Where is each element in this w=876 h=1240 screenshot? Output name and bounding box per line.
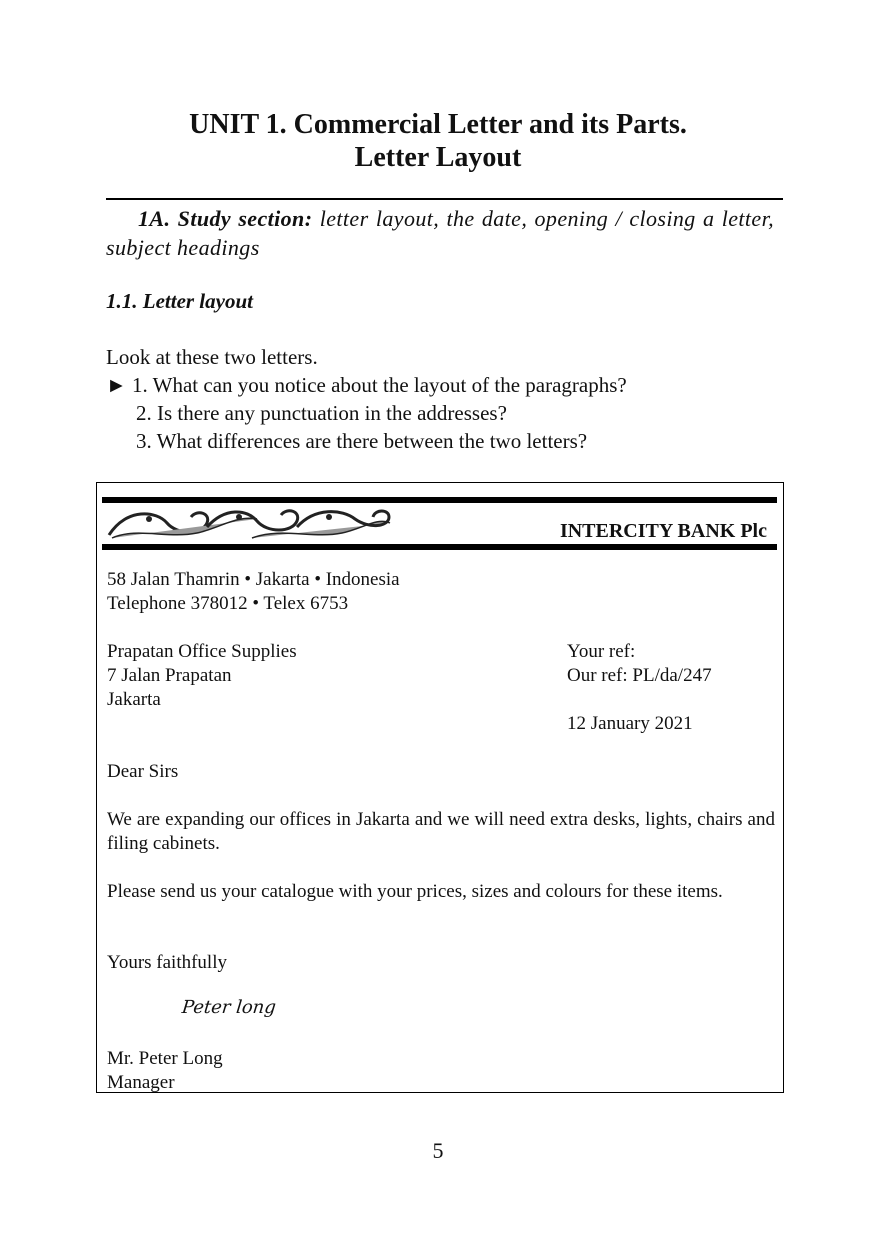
letter-date: 12 January 2021 — [567, 713, 693, 734]
question-2: 2. Is there any punctuation in the addresses? — [136, 401, 507, 425]
reference-block — [567, 640, 712, 736]
study-label: 1A. Study section: — [138, 206, 313, 231]
page-number: 5 — [432, 1138, 444, 1163]
letterhead-top-bar — [102, 497, 777, 503]
question-block — [106, 343, 627, 455]
letterhead-bottom-bar — [102, 544, 777, 550]
signature: Peter long — [180, 997, 277, 1018]
recipient-line: Jakarta — [107, 689, 161, 710]
title-rule — [106, 198, 783, 200]
title-line-2: Letter Layout — [354, 142, 522, 173]
recipient-line: Prapatan Office Supplies — [107, 641, 297, 662]
body-paragraph-2: Please send us your catalogue with your prices, sizes and colours for these items. — [107, 881, 723, 902]
page-title — [0, 108, 876, 174]
recipient-address — [107, 640, 297, 712]
section-title: 1.1. Letter layout — [106, 289, 253, 313]
ornament-scroll-icon — [107, 505, 392, 543]
our-ref: Our ref: PL/da/247 — [567, 665, 712, 686]
signer-title: Manager — [107, 1072, 175, 1093]
sample-letter — [96, 482, 784, 1093]
title-line-1: UNIT 1. Commercial Letter and its Parts. — [189, 109, 687, 140]
salutation: Dear Sirs — [107, 761, 179, 782]
body-paragraph-1: We are expanding our offices in Jakarta and we will need extra desks, lights, chairs and filing cabinets. — [107, 809, 775, 854]
company-name: INTERCITY BANK Plc — [559, 520, 767, 542]
signer-block — [107, 1047, 223, 1095]
phone-line: Telephone 378012 • Telex 6753 — [107, 593, 349, 614]
study-section — [106, 204, 774, 262]
signer-name: Mr. Peter Long — [107, 1048, 223, 1069]
study-text: letter layout, the date, opening / closing a letter, subject headings — [106, 206, 774, 260]
question-intro: Look at these two letters. — [106, 345, 318, 369]
arrow-marker-icon: ► — [106, 373, 127, 397]
recipient-line: 7 Jalan Prapatan — [107, 665, 232, 686]
sender-address — [107, 568, 400, 616]
question-1: 1. What can you notice about the layout of the paragraphs? — [132, 373, 627, 397]
question-1-row — [106, 371, 627, 399]
address-line: 58 Jalan Thamrin • Jakarta • Indonesia — [107, 569, 400, 590]
closing: Yours faithfully — [107, 952, 227, 973]
question-3: 3. What differences are there between the two letters? — [136, 429, 588, 453]
your-ref: Your ref: — [567, 641, 636, 662]
